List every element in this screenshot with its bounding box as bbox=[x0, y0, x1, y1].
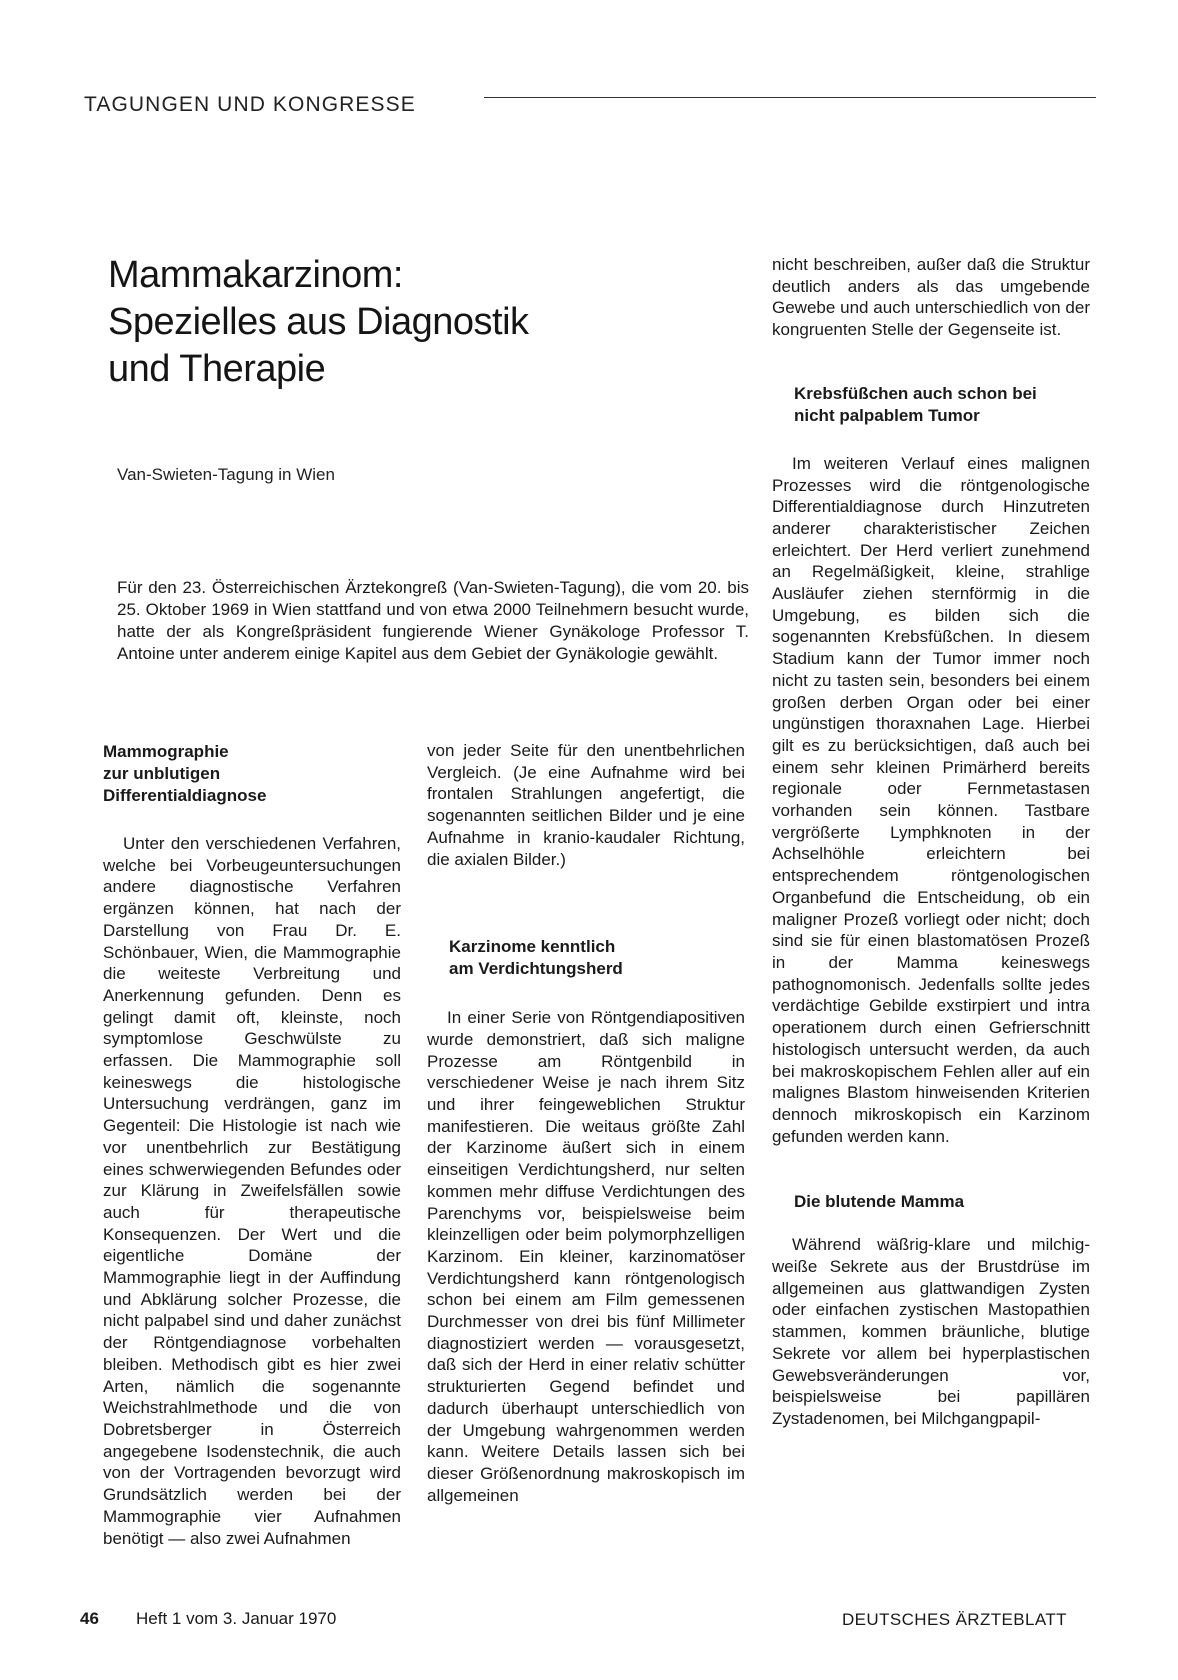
journal-name: DEUTSCHES ÄRZTEBLATT bbox=[842, 1610, 1067, 1629]
heading-line: am Verdichtungsherd bbox=[449, 959, 623, 979]
heading-line: Karzinome kenntlich bbox=[449, 937, 616, 957]
body-paragraph: von jeder Seite für den unentbehrlichen Vergleich. (Je eine Aufnahme wird bei frontalen Strahlungen angefertigt, die sogenannten seitlichen Bilder und je eine Aufnahme in kranio-kaudaler Richtung, die axialen Bilder.) bbox=[427, 741, 745, 869]
body-paragraph: Während wäßrig-klare und milchig-weiße Sekrete aus der Brustdrüse im allgemeinen aus glattwandigen Zysten oder einfachen zystischen Mastopathien stammen, kommen bräunliche, blutige Sekrete vor allem bei hyperplastischen Gewebsveränderungen vor, beispielsweise bei papillären Zystadenomen, bei Milchgangpapil- bbox=[772, 1235, 1090, 1428]
article-subtitle: Van-Swieten-Tagung in Wien bbox=[117, 465, 335, 484]
body-paragraph: In einer Serie von Röntgendiapositiven wurde demonstriert, daß sich maligne Prozesse am Röntgenbild in verschiedener Weise je nach ihrem Sitz und ihrer feingeweblichen Struktur manifestieren. Die weitaus größte Zahl der Karzinome äußert sich in einem einseitigen Verdichtungsherd, nur selten kommen mehr diffuse Verdichtungen des Parenchyms vor, beispielsweise beim kleinzelligen oder beim polymorphzelligen Karzinom. Ein kleiner, karzinomatöser Verdichtungsherd kann röntgenologisch schon bei einem am Film gemessenen Durchmesser von drei bis fünf Millimeter diagnostiziert werden — vorausgesetzt, daß sich der Herd in einer relativ schütter strukturierten Gegend befindet und dadurch überhaupt unterschiedlich von der Umgebung wahrgenommen werden kann. Weitere Details lassen sich bei dieser Größenordnung makroskopisch im allgemeinen bbox=[427, 1008, 745, 1505]
section-header: TAGUNGEN UND KONGRESSE bbox=[84, 93, 416, 116]
title-line: Spezielles aus Diagnostik bbox=[108, 301, 529, 343]
article-title bbox=[108, 252, 668, 393]
heading-line: Differentialdiagnose bbox=[103, 786, 267, 805]
column-1 bbox=[103, 741, 401, 1549]
column-3 bbox=[772, 254, 1090, 1430]
issue-info: Heft 1 vom 3. Januar 1970 bbox=[136, 1609, 337, 1628]
title-line: Mammakarzinom: bbox=[108, 254, 403, 296]
header-rule bbox=[484, 97, 1096, 98]
section-heading-mammographie bbox=[103, 741, 401, 807]
page-number: 46 bbox=[80, 1609, 99, 1628]
body-paragraph: Im weiteren Verlauf eines malignen Prozesses wird die röntgenologische Differentialdiagnose durch Hinzutreten anderer charakteristischer Zeichen erleichtert. Der Herd verliert zunehmend an Regelmäßigkeit, kleine, strahlige Ausläufer ziehen sternförmig in die Umgebung, es bilden sich die sogenannten Krebsfüßchen. In diesem Stadium kann der Tumor immer noch nicht zu tasten sein, besonders bei einem großen derben Organ oder bei einer ungünstigen thoraxnahen Lage. Hierbei gilt es zu berücksichtigen, daß auch bei einem sehr kleinen Primärherd bereits regionale oder Fernmetastasen vorhanden sein können. Tastbare vergrößerte Lymphknoten in der Achselhöhle erleichtern bei entsprechendem röntgenologischen Organbefund die Entscheidung, ob ein maligner Prozeß vorliegt oder nicht; doch sind sie für einen blastomatösen Prozeß in der Mamma keineswegs pathognomonisch. Jedenfalls sollte jedes verdächtige Gebilde exstirpiert und intra operationem durch einen Gefrierschnitt histologisch untersucht werden, da auch bei makroskopischem Fehlen aller auf ein malignes Blastom hinweisenden Kriterien dennoch mikroskopisch ein Karzinom gefunden werden kann. bbox=[772, 453, 1090, 1146]
section-heading-krebsfuesschen bbox=[772, 383, 1090, 427]
body-paragraph: Unter den verschiedenen Verfahren, welche bei Vorbeugeuntersuchungen andere diagnostische Verfahren ergänzen können, hat nach der Darstellung von Frau Dr. E. Schönbauer, Wien, die Mammographie die weiteste Verbreitung und Anerkennung gefunden. Denn es gelingt damit oft, kleinste, noch symptomlose Geschwülste zu erfassen. Die Mammographie soll keineswegs die histologische Untersuchung verdrängen, ganz im Gegenteil: Die Histologie ist nach wie vor unentbehrlich zur Bestätigung eines schwerwiegenden Befundes oder zur Klärung in Zweifelsfällen sowie auch für therapeutische Konsequenzen. Der Wert und die eigentliche Domäne der Mammographie liegt in der Auffindung und Abklärung solcher Prozesse, die nicht palpabel sind und daher zunächst der Röntgendiagnose vorbehalten bleiben. Methodisch gibt es hier zwei Arten, nämlich die sogenannte Weichstrahlmethode und die von Dobretsberger in Österreich angegebene Isodenstechnik, die auch von der Vortragenden bevorzugt wird Grundsätzlich werden bei der Mammographie vier Aufnahmen benötigt — also zwei Aufnahmen bbox=[103, 834, 401, 1548]
column-2 bbox=[427, 740, 745, 1506]
body-paragraph: nicht beschreiben, außer daß die Struktur deutlich anders als das umgebende Gewebe und auch unterschiedlich von der kongruenten Stelle der Gegenseite ist. bbox=[772, 255, 1090, 340]
heading-line: Krebsfüßchen auch schon bei bbox=[794, 383, 1037, 403]
section-heading-karzinome bbox=[427, 936, 745, 980]
heading-line: zur unblutigen bbox=[103, 764, 221, 783]
heading-line: nicht palpablem Tumor bbox=[794, 405, 980, 425]
heading-line: Mammographie bbox=[103, 742, 229, 761]
article-intro: Für den 23. Österreichischen Ärztekongreß (Van-Swieten-Tagung), die vom 20. bis 25. Oktober 1969 in Wien stattfand und von etwa 2000 Teilnehmern besucht wurde, hatte der als Kongreßpräsident fungierende Wiener Gynäkologe Professor T. Antoine unter anderem einige Kapitel aus dem Gebiet der Gynäkologie gewählt. bbox=[117, 578, 749, 663]
title-line: und Therapie bbox=[108, 348, 326, 390]
section-heading-blutende-mamma: Die blutende Mamma bbox=[794, 1192, 965, 1212]
